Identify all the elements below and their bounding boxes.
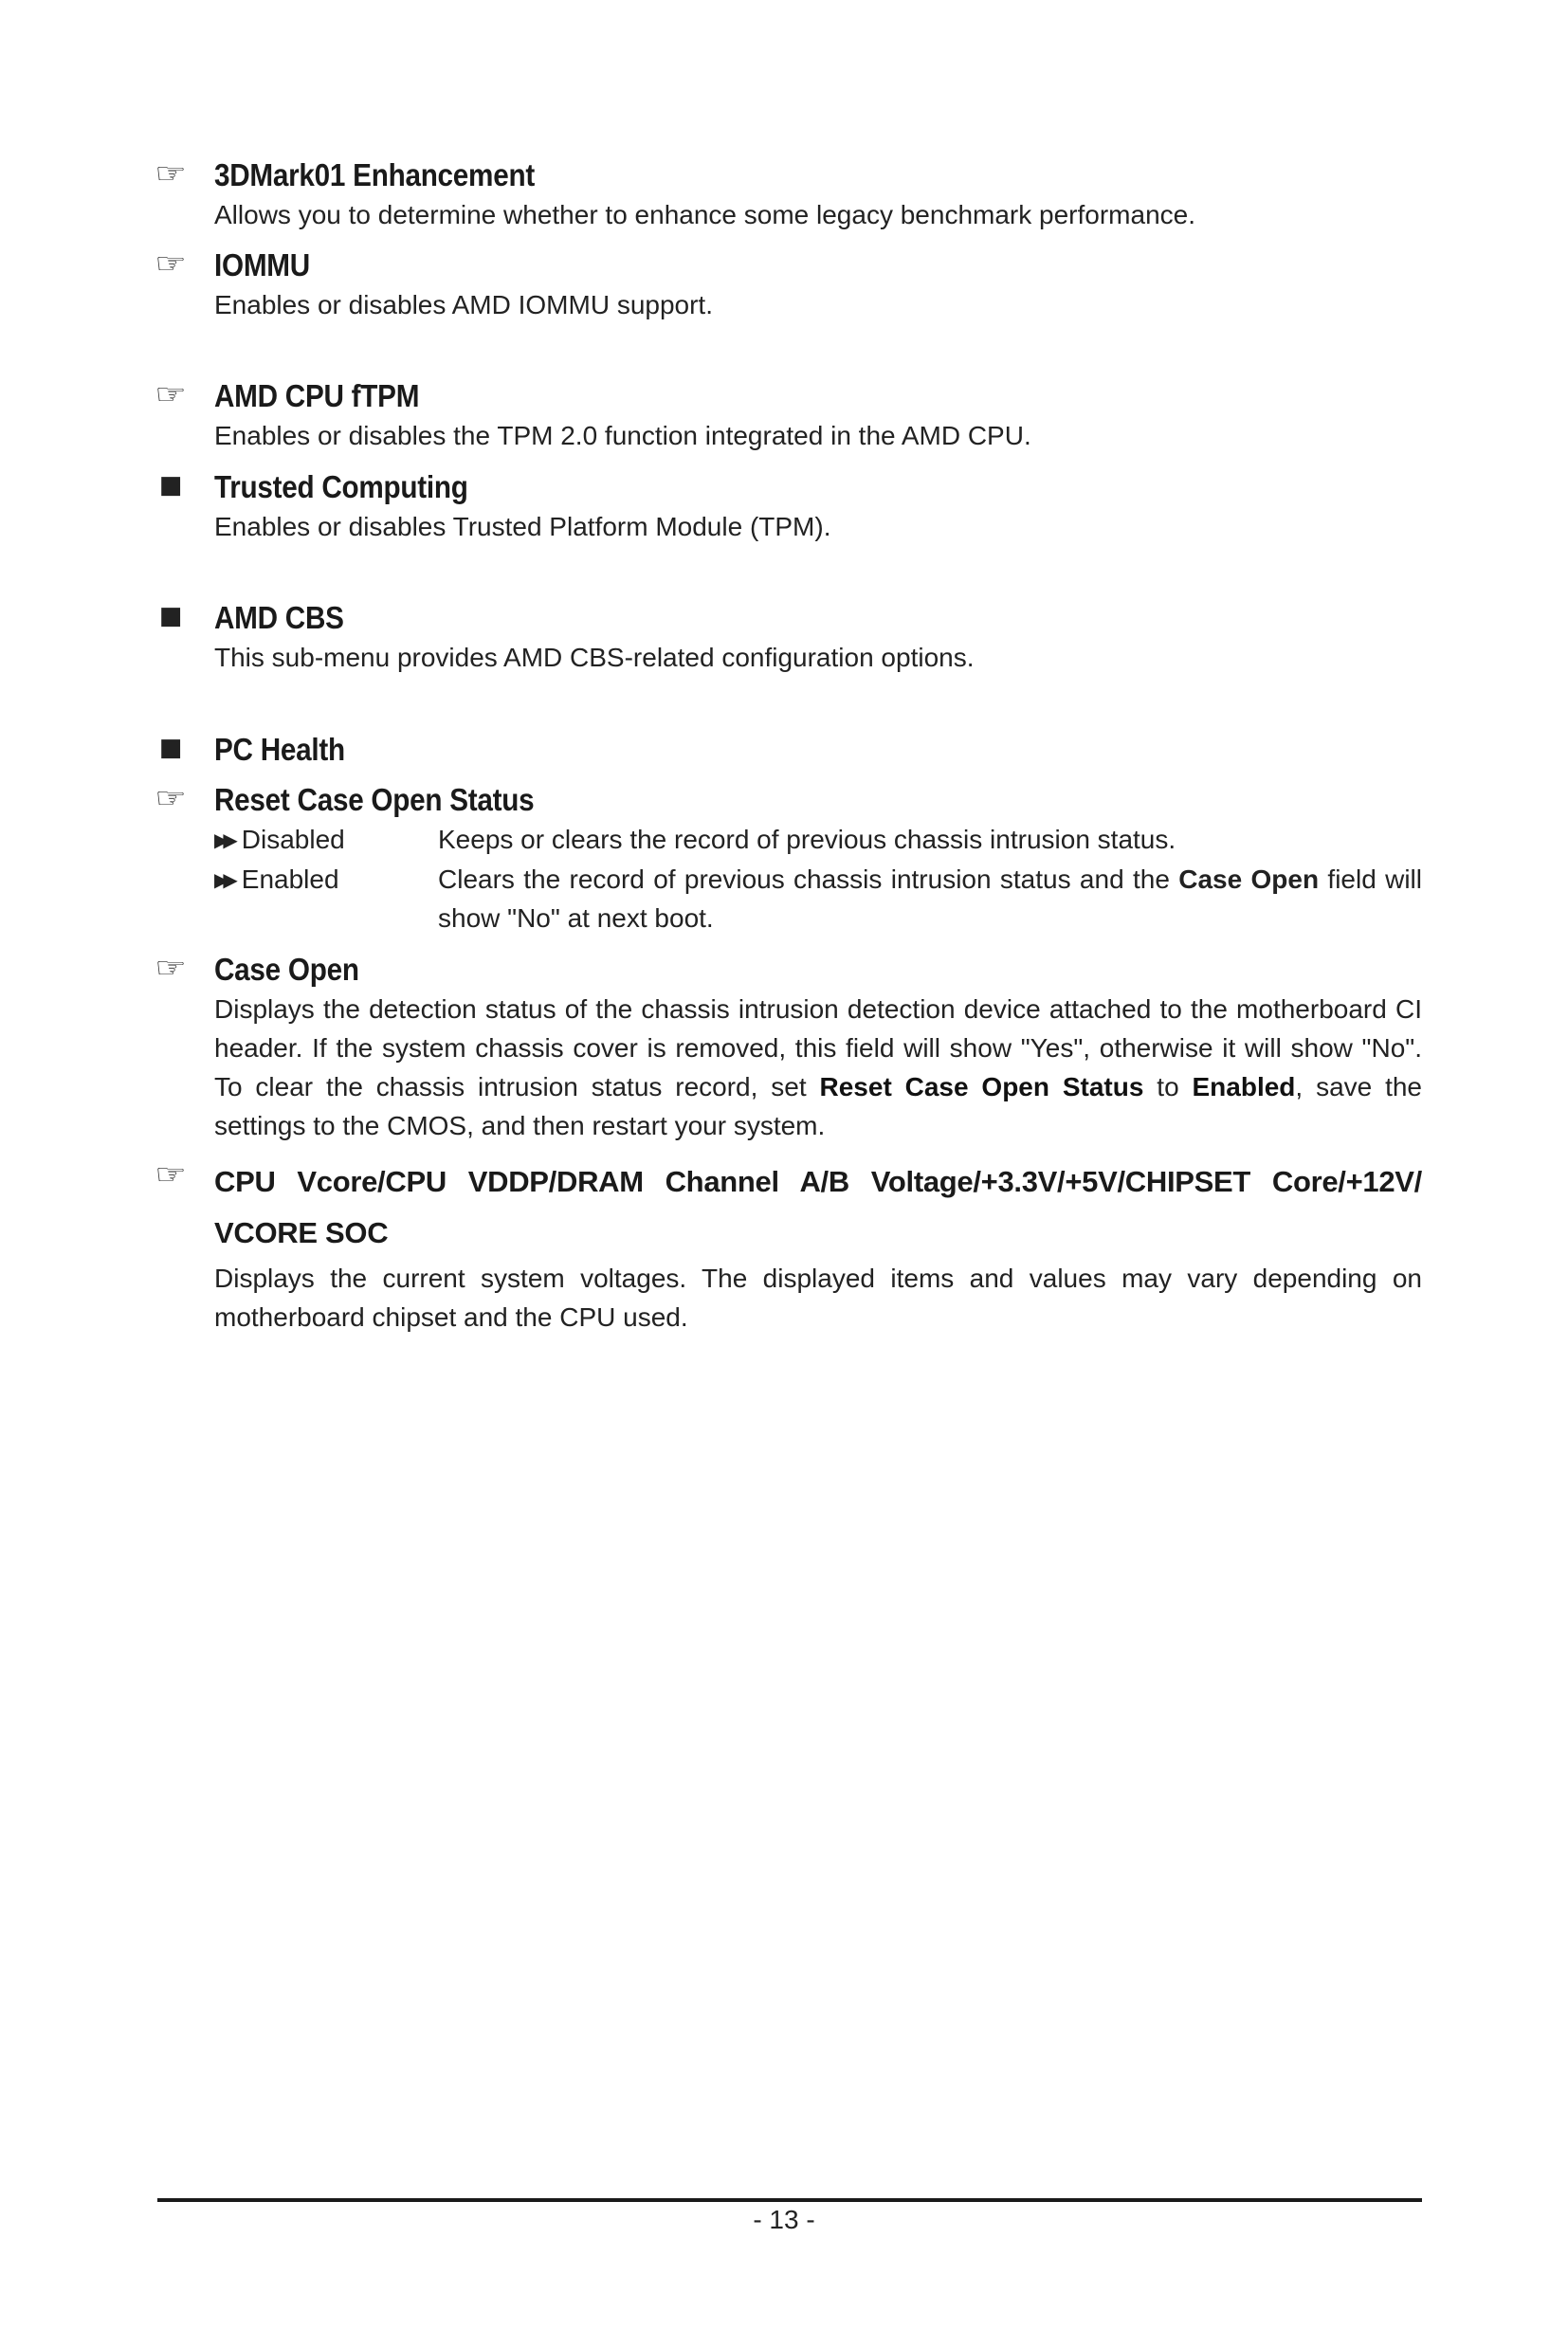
section-title: Case Open [214, 952, 359, 987]
section-iommu [152, 246, 1422, 324]
section-description: Enables or disables Trusted Platform Module (TPM). [214, 512, 831, 541]
bold-term: Enabled [1192, 1072, 1296, 1101]
bold-term: Case Open [1178, 864, 1320, 894]
option-row-disabled [214, 820, 1422, 860]
hand-pointer-icon: ☞ [155, 378, 187, 411]
section-title: CPU Vcore/CPU VDDP/DRAM Channel A/B Voltage/+3.3V/+5V/CHIPSET Core/+12V/ VCORE SOC [214, 1165, 1422, 1249]
section-title: AMD CBS [214, 600, 344, 635]
option-description: Clears the record of previous chassis intrusion status and the Case Open field will show "No" at next boot. [438, 864, 1422, 933]
section-case-open [152, 950, 1422, 1145]
option-description: Keeps or clears the record of previous chassis intrusion status. [438, 825, 1176, 854]
section-title: PC Health [214, 732, 345, 767]
option-name: ▶▶ Disabled [214, 825, 345, 854]
section-amd-cpu-ftpm [152, 376, 1422, 455]
section-description: Displays the detection status of the chassis intrusion detection device attached to the motherboard CI header. If the system chassis cover is removed, this field will show "Yes", otherwise it will show "No". To clear the chassis intrusion status record, set Reset Case Open Status to Enabled, save the settings to the CMOS, and then restart your system. [214, 994, 1422, 1140]
square-bullet-icon: ■ [158, 471, 183, 500]
section-description: Allows you to determine whether to enhance some legacy benchmark performance. [214, 200, 1195, 229]
hand-pointer-icon: ☞ [155, 782, 187, 815]
bold-term: Reset Case Open Status [819, 1072, 1144, 1101]
section-pc-health [152, 730, 1422, 770]
page-number: - 13 - [753, 2205, 815, 2234]
square-bullet-icon: ■ [158, 602, 183, 630]
double-arrow-icon: ▶▶ [214, 828, 232, 851]
section-system-voltages [152, 1156, 1422, 1337]
footer-divider [157, 2198, 1422, 2202]
square-bullet-icon: ■ [158, 734, 183, 762]
section-title: Trusted Computing [214, 469, 468, 504]
section-description: Enables or disables the TPM 2.0 function integrated in the AMD CPU. [214, 421, 1031, 450]
section-description: This sub-menu provides AMD CBS-related configuration options. [214, 643, 975, 672]
section-trusted-computing [152, 467, 1422, 546]
hand-pointer-icon: ☞ [155, 1158, 187, 1192]
option-name: ▶▶ Enabled [214, 864, 339, 894]
section-3dmark01-enhancement [152, 155, 1422, 234]
hand-pointer-icon: ☞ [155, 157, 187, 191]
section-title: 3DMark01 Enhancement [214, 157, 535, 192]
section-description: Enables or disables AMD IOMMU support. [214, 290, 713, 319]
option-row-enabled [214, 860, 1422, 937]
section-reset-case-open-status [152, 780, 1422, 937]
section-description: Displays the current system voltages. The displayed items and values may vary depending on motherboard chipset and the CPU used. [214, 1264, 1422, 1332]
hand-pointer-icon: ☞ [155, 952, 187, 985]
section-title: AMD CPU fTPM [214, 378, 420, 413]
section-title: IOMMU [214, 247, 310, 282]
section-amd-cbs [152, 598, 1422, 677]
double-arrow-icon: ▶▶ [214, 868, 232, 891]
section-title: Reset Case Open Status [214, 782, 535, 817]
hand-pointer-icon: ☞ [155, 247, 187, 281]
